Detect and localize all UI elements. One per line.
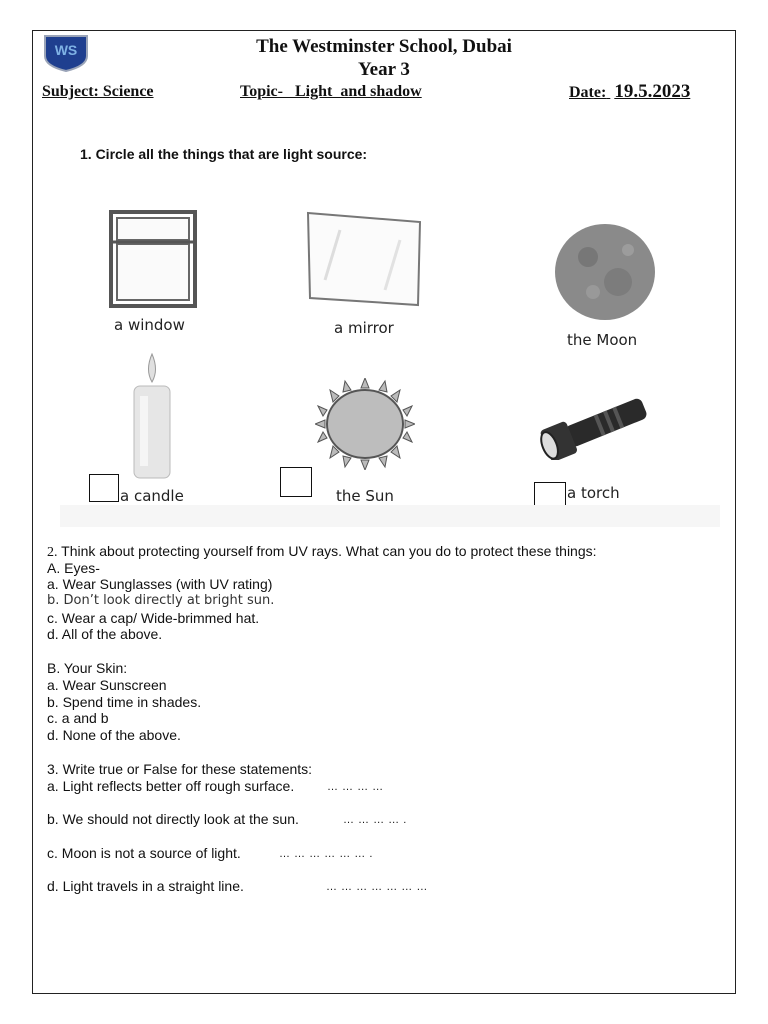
answer-box-candle[interactable] bbox=[89, 474, 119, 502]
question-2-number: 2. bbox=[47, 545, 58, 560]
moon-picture bbox=[553, 222, 657, 322]
statement-c: c. Moon is not a source of light. bbox=[47, 845, 241, 861]
school-name: The Westminster School, Dubai bbox=[256, 36, 512, 57]
answer-box-sun[interactable] bbox=[280, 467, 312, 497]
caption-candle: a candle bbox=[120, 487, 184, 505]
question-2-title bbox=[47, 543, 597, 561]
candle-picture bbox=[128, 352, 176, 482]
year-label: Year 3 bbox=[358, 59, 410, 80]
topic-label: Topic- Light and shadow bbox=[240, 83, 422, 100]
eyes-option-d[interactable]: d. All of the above. bbox=[47, 626, 163, 642]
answer-blank-b[interactable]: … … … … . bbox=[343, 814, 407, 826]
statement-a: a. Light reflects better off rough surface. bbox=[47, 778, 295, 794]
skin-option-c[interactable]: c. a and b bbox=[47, 710, 109, 726]
statement-b: b. We should not directly look at the sun. bbox=[47, 811, 299, 827]
window-picture bbox=[109, 210, 197, 308]
skin-option-d[interactable]: d. None of the above. bbox=[47, 727, 181, 743]
caption-mirror: a mirror bbox=[334, 319, 394, 337]
question-3-title: 3. Write true or False for these statements: bbox=[47, 761, 313, 777]
question-2-text: Think about protecting yourself from UV rays. What can you do to protect these things: bbox=[57, 543, 597, 559]
subject-label: Subject: Science bbox=[42, 83, 154, 100]
eyes-option-b[interactable]: b. Don’t look directly at bright sun. bbox=[47, 593, 275, 608]
skin-option-b[interactable]: b. Spend time in shades. bbox=[47, 694, 202, 710]
eyes-option-c[interactable]: c. Wear a cap/ Wide-brimmed hat. bbox=[47, 610, 260, 626]
caption-sun: the Sun bbox=[336, 487, 394, 505]
answer-blank-d[interactable]: … … … … … … … bbox=[326, 881, 428, 893]
sun-picture bbox=[315, 378, 415, 470]
mirror-picture bbox=[305, 210, 423, 310]
torch-picture bbox=[538, 394, 652, 460]
statement-d: d. Light travels in a straight line. bbox=[47, 878, 244, 894]
caption-window: a window bbox=[114, 316, 185, 334]
eyes-option-a[interactable]: a. Wear Sunglasses (with UV rating) bbox=[47, 576, 273, 592]
caption-torch: a torch bbox=[567, 484, 620, 502]
answer-blank-a[interactable]: … … … … bbox=[327, 781, 384, 793]
eyes-heading: A. Eyes- bbox=[47, 560, 100, 576]
logo-text: WS bbox=[54, 42, 78, 58]
date-label: Date: bbox=[569, 84, 607, 101]
answer-blank-c[interactable]: … … … … … … . bbox=[279, 848, 373, 860]
date-field bbox=[569, 81, 690, 103]
date-value: 19.5.2023 bbox=[614, 81, 691, 102]
caption-moon: the Moon bbox=[567, 331, 638, 349]
skin-option-a[interactable]: a. Wear Sunscreen bbox=[47, 677, 167, 693]
picture-background-band bbox=[60, 505, 720, 527]
skin-heading: B. Your Skin: bbox=[47, 660, 128, 676]
question-1-title: 1. Circle all the things that are light source: bbox=[80, 146, 368, 162]
